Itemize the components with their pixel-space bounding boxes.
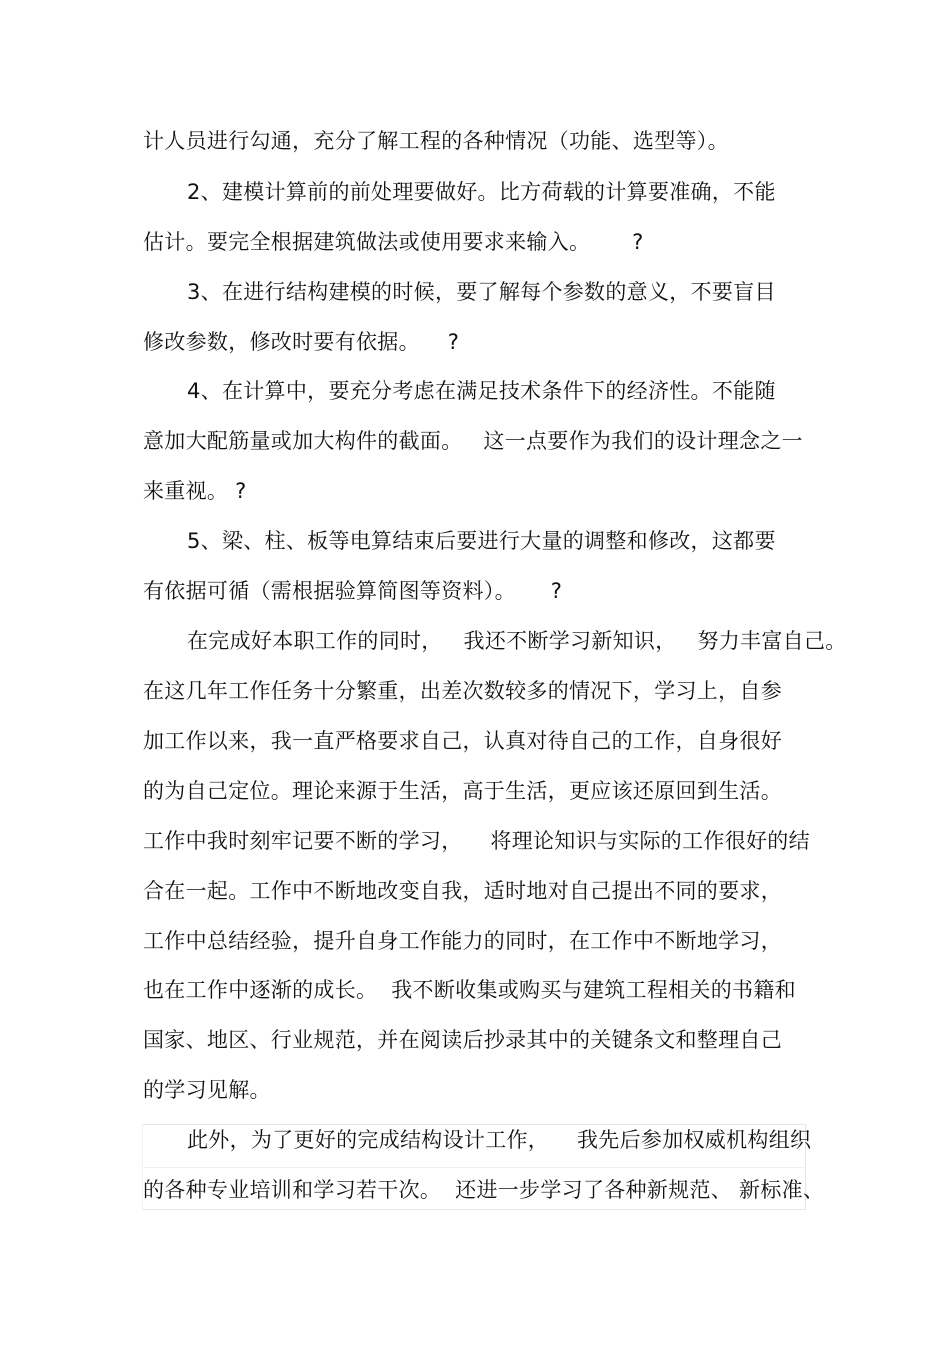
text-line-11: 在完成好本职工作的同时， 我还不断学习新知识， 努力丰富自己。: [187, 629, 847, 653]
text-line-4: 3、在进行结构建模的时候，要了解每个参数的意义，不要盲目: [187, 280, 776, 304]
text-line-13: 加工作以来，我一直严格要求自己，认真对待自己的工作，自身很好: [143, 729, 782, 753]
text-line-22: 的各种专业培训和学习若干次。 还进一步学习了各种新规范、 新标准、: [143, 1178, 825, 1202]
text-line-3: 估计。要完全根据建筑做法或使用要求来输入。 ?: [143, 230, 644, 254]
text-line-15: 工作中我时刻牢记要不断的学习， 将理论知识与实际的工作很好的结: [143, 829, 810, 853]
text-line-5: 修改参数，修改时要有依据。 ?: [143, 330, 460, 354]
frame-divider: [143, 1167, 805, 1168]
text-line-16: 合在一起。工作中不断地改变自我，适时地对自己提出不同的要求，: [143, 879, 782, 903]
text-line-6: 4、在计算中，要充分考虑在满足技术条件下的经济性。不能随: [187, 379, 776, 403]
text-line-1: 计人员进行勾通，充分了解工程的各种情况（功能、选型等）。: [143, 129, 729, 153]
text-line-21: 此外，为了更好的完成结构设计工作， 我先后参加权威机构组织: [187, 1128, 812, 1152]
text-line-14: 的为自己定位。理论来源于生活，高于生活，更应该还原回到生活。: [143, 779, 782, 803]
text-line-9: 5、梁、柱、板等电算结束后要进行大量的调整和修改，这都要: [187, 529, 776, 553]
text-line-18: 也在工作中逐渐的成长。 我不断收集或购买与建筑工程相关的书籍和: [143, 978, 796, 1002]
text-line-19: 国家、地区、行业规范，并在阅读后抄录其中的关键条文和整理自己: [143, 1028, 782, 1052]
text-line-8: 来重视。 ?: [143, 479, 247, 503]
text-line-17: 工作中总结经验，提升自身工作能力的同时，在工作中不断地学习，: [143, 929, 782, 953]
text-line-20: 的学习见解。: [143, 1078, 271, 1102]
text-line-12: 在这几年工作任务十分繁重，出差次数较多的情况下，学习上，自参: [143, 679, 782, 703]
text-line-10: 有依据可循（需根据验算简图等资料）。 ?: [143, 579, 563, 603]
text-line-7: 意加大配筋量或加大构件的截面。 这一点要作为我们的设计理念之一: [143, 429, 803, 453]
text-line-2: 2、建模计算前的前处理要做好。比方荷载的计算要准确，不能: [187, 180, 776, 204]
